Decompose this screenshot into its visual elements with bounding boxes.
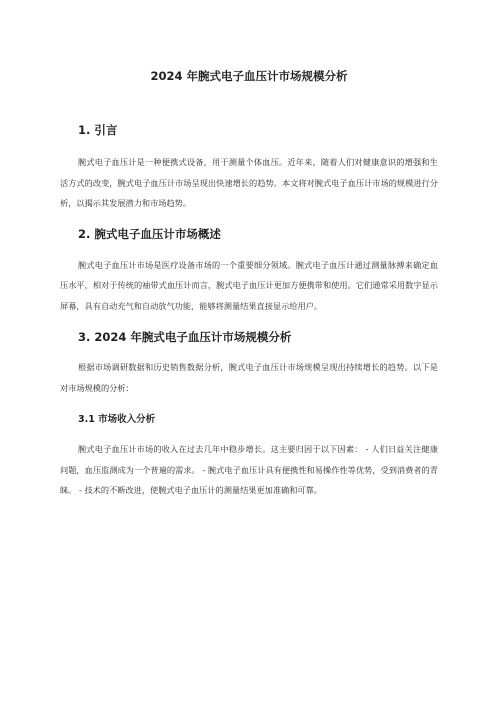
subsection-paragraph-revenue: 腕式电子血压计市场的收入在过去几年中稳步增长。这主要归因于以下因素： - 人们日益关注健康问题，血压监测成为一个普遍的需求。 - 腕式电子血压计具有便携性和易操作性等优势，受到消费者的青睐。 - 技术的不断改进，使腕式电子血压计的测量结果更加准确和可靠。 (60, 444, 438, 495)
section-paragraph-market-overview: 腕式电子血压计市场是医疗设备市场的一个重要细分领域。腕式电子血压计通过测量脉搏来确定血压水平，相对于传统的袖带式血压计而言，腕式电子血压计更加方便携带和使用。它们通常采用数字显示屏幕，具有自动充气和自动放气功能，能够将测量结果直接显示给用户。 (60, 259, 438, 311)
subsection-heading-revenue: 3.1 市场收入分析 (78, 414, 156, 425)
section-paragraph-introduction: 腕式电子血压计是一种便携式设备，用于测量个体血压。近年来，随着人们对健康意识的增强和生活方式的改变，腕式电子血压计市场呈现出快速增长的趋势。本文将对腕式电子血压计市场的规模进行分析，以揭示其发展潜力和市场趋势。 (60, 157, 438, 208)
section-paragraph-market-scale: 根据市场调研数据和历史销售数据分析，腕式电子血压计市场规模呈现出持续增长的趋势。以下是对市场规模的分析： (60, 362, 438, 393)
section-heading-market-overview: 2. 腕式电子血压计市场概述 (78, 226, 221, 241)
section-heading-market-scale: 3. 2024 年腕式电子血压计市场规模分析 (78, 330, 292, 344)
section-heading-introduction: 1. 引言 (78, 123, 118, 137)
document-title: 2024 年腕式电子血压计市场规模分析 (150, 69, 348, 83)
